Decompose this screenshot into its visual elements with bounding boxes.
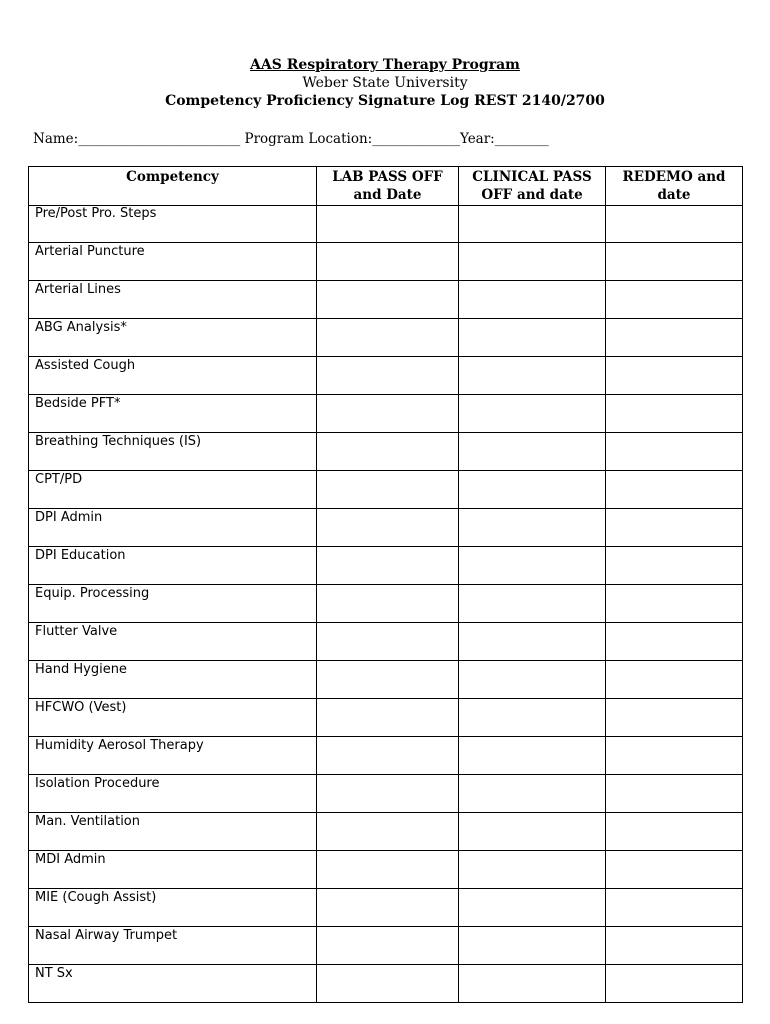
clinical-pass-cell[interactable]	[459, 509, 606, 547]
clinical-pass-cell[interactable]	[459, 471, 606, 509]
lab-pass-cell[interactable]	[317, 206, 459, 243]
table-row	[29, 319, 743, 357]
header-lab-pass-off: LAB PASS OFF and Date	[317, 167, 459, 206]
lab-pass-cell[interactable]	[317, 585, 459, 623]
clinical-pass-cell[interactable]	[459, 395, 606, 433]
lab-pass-cell[interactable]	[317, 471, 459, 509]
table-row	[29, 509, 743, 547]
table-row	[29, 889, 743, 927]
header-competency: Competency	[29, 167, 317, 206]
clinical-pass-cell[interactable]	[459, 206, 606, 243]
lab-pass-cell[interactable]	[317, 243, 459, 281]
clinical-pass-cell[interactable]	[459, 433, 606, 471]
lab-pass-cell[interactable]	[317, 357, 459, 395]
competency-name: Humidity Aerosol Therapy	[29, 737, 317, 775]
clinical-pass-cell[interactable]	[459, 965, 606, 1003]
table-row	[29, 699, 743, 737]
name-location-year-fields[interactable]: Name:________________________ Program Location:_____________Year:________	[33, 131, 549, 147]
table-row	[29, 357, 743, 395]
header-clinical-pass-off: CLINICAL PASS OFF and date	[459, 167, 606, 206]
clinical-pass-cell[interactable]	[459, 585, 606, 623]
redemo-cell[interactable]	[606, 737, 743, 775]
competency-name: Pre/Post Pro. Steps	[29, 206, 317, 243]
lab-pass-cell[interactable]	[317, 889, 459, 927]
header-redemo: REDEMO and date	[606, 167, 743, 206]
competency-name: Nasal Airway Trumpet	[29, 927, 317, 965]
clinical-pass-cell[interactable]	[459, 281, 606, 319]
redemo-cell[interactable]	[606, 281, 743, 319]
competency-name: DPI Admin	[29, 509, 317, 547]
competency-name: CPT/PD	[29, 471, 317, 509]
competency-name: Assisted Cough	[29, 357, 317, 395]
competency-name: MDI Admin	[29, 851, 317, 889]
lab-pass-cell[interactable]	[317, 813, 459, 851]
redemo-cell[interactable]	[606, 547, 743, 585]
table-row	[29, 206, 743, 243]
competency-name: ABG Analysis*	[29, 319, 317, 357]
table-row	[29, 433, 743, 471]
competency-name: Hand Hygiene	[29, 661, 317, 699]
competency-name: MIE (Cough Assist)	[29, 889, 317, 927]
table-row	[29, 737, 743, 775]
table-row	[29, 927, 743, 965]
competency-name: Arterial Lines	[29, 281, 317, 319]
table-row	[29, 395, 743, 433]
competency-name: HFCWO (Vest)	[29, 699, 317, 737]
clinical-pass-cell[interactable]	[459, 851, 606, 889]
redemo-cell[interactable]	[606, 927, 743, 965]
clinical-pass-cell[interactable]	[459, 243, 606, 281]
lab-pass-cell[interactable]	[317, 509, 459, 547]
clinical-pass-cell[interactable]	[459, 661, 606, 699]
redemo-cell[interactable]	[606, 813, 743, 851]
clinical-pass-cell[interactable]	[459, 889, 606, 927]
redemo-cell[interactable]	[606, 319, 743, 357]
table-row	[29, 813, 743, 851]
redemo-cell[interactable]	[606, 623, 743, 661]
lab-pass-cell[interactable]	[317, 775, 459, 813]
redemo-cell[interactable]	[606, 699, 743, 737]
redemo-cell[interactable]	[606, 357, 743, 395]
table-row	[29, 243, 743, 281]
clinical-pass-cell[interactable]	[459, 319, 606, 357]
competency-name: DPI Education	[29, 547, 317, 585]
redemo-cell[interactable]	[606, 661, 743, 699]
table-row	[29, 965, 743, 1003]
lab-pass-cell[interactable]	[317, 623, 459, 661]
clinical-pass-cell[interactable]	[459, 547, 606, 585]
clinical-pass-cell[interactable]	[459, 357, 606, 395]
redemo-cell[interactable]	[606, 395, 743, 433]
competency-name: Breathing Techniques (IS)	[29, 433, 317, 471]
lab-pass-cell[interactable]	[317, 699, 459, 737]
redemo-cell[interactable]	[606, 851, 743, 889]
lab-pass-cell[interactable]	[317, 433, 459, 471]
table-row	[29, 471, 743, 509]
table-row	[29, 585, 743, 623]
lab-pass-cell[interactable]	[317, 395, 459, 433]
redemo-cell[interactable]	[606, 206, 743, 243]
redemo-cell[interactable]	[606, 775, 743, 813]
competency-name: Man. Ventilation	[29, 813, 317, 851]
clinical-pass-cell[interactable]	[459, 775, 606, 813]
clinical-pass-cell[interactable]	[459, 813, 606, 851]
redemo-cell[interactable]	[606, 889, 743, 927]
competency-name: Flutter Valve	[29, 623, 317, 661]
lab-pass-cell[interactable]	[317, 927, 459, 965]
redemo-cell[interactable]	[606, 965, 743, 1003]
clinical-pass-cell[interactable]	[459, 623, 606, 661]
competency-name: Arterial Puncture	[29, 243, 317, 281]
table-row	[29, 547, 743, 585]
university-name: Weber State University	[302, 75, 468, 91]
log-title: Competency Proficiency Signature Log REST 2140/2700	[165, 93, 605, 109]
redemo-cell[interactable]	[606, 243, 743, 281]
redemo-cell[interactable]	[606, 585, 743, 623]
lab-pass-cell[interactable]	[317, 851, 459, 889]
table-row	[29, 775, 743, 813]
lab-pass-cell[interactable]	[317, 281, 459, 319]
lab-pass-cell[interactable]	[317, 547, 459, 585]
clinical-pass-cell[interactable]	[459, 699, 606, 737]
competency-name: Bedside PFT*	[29, 395, 317, 433]
table-row	[29, 851, 743, 889]
table-row	[29, 623, 743, 661]
table-header-row	[29, 167, 743, 206]
redemo-cell[interactable]	[606, 471, 743, 509]
redemo-cell[interactable]	[606, 509, 743, 547]
lab-pass-cell[interactable]	[317, 319, 459, 357]
competency-name: NT Sx	[29, 965, 317, 1003]
clinical-pass-cell[interactable]	[459, 927, 606, 965]
competency-rows	[29, 206, 743, 1003]
clinical-pass-cell[interactable]	[459, 737, 606, 775]
competency-name: Equip. Processing	[29, 585, 317, 623]
program-title: AAS Respiratory Therapy Program	[250, 57, 520, 73]
lab-pass-cell[interactable]	[317, 965, 459, 1003]
redemo-cell[interactable]	[606, 433, 743, 471]
table-row	[29, 661, 743, 699]
lab-pass-cell[interactable]	[317, 737, 459, 775]
competency-table	[28, 166, 743, 1003]
table-row	[29, 281, 743, 319]
lab-pass-cell[interactable]	[317, 661, 459, 699]
competency-name: Isolation Procedure	[29, 775, 317, 813]
